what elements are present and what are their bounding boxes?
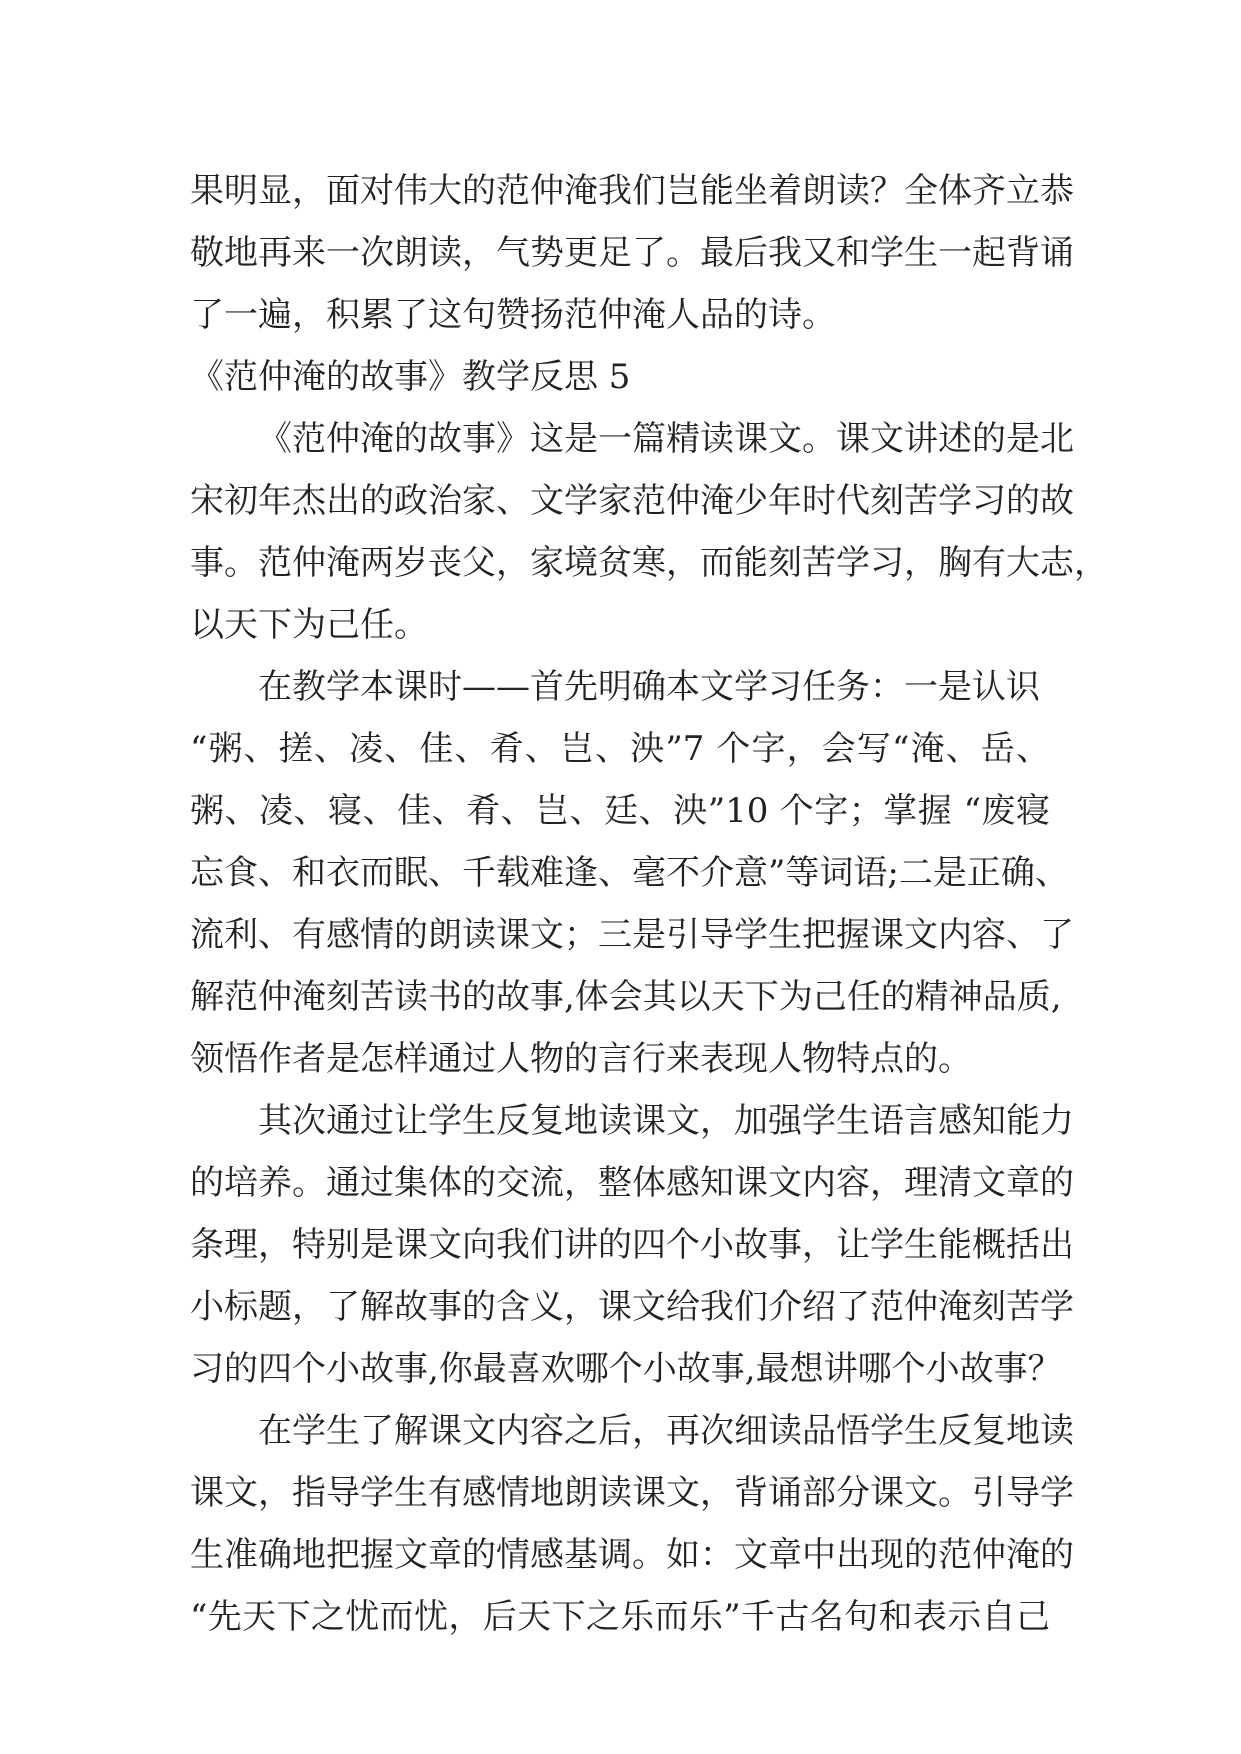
text-line: 的培养。通过集体的交流，整体感知课文内容，理清文章的 — [190, 1163, 1074, 1203]
text-line: 小标题，了解故事的含义，课文给我们介绍了范仲淹刻苦学 — [190, 1287, 1074, 1327]
text-line: 流利、有感情的朗读课文；三是引导学生把握课文内容、了 — [190, 915, 1074, 955]
document-body — [190, 160, 1108, 1648]
text-line: 果明显，面对伟大的范仲淹我们岂能坐着朗读？全体齐立恭 — [190, 171, 1074, 211]
text-line: 了一遍，积累了这句赞扬范仲淹人品的诗。 — [190, 295, 836, 335]
text-line: 生准确地把握文章的情感基调。如：文章中出现的范仲淹的 — [190, 1535, 1074, 1575]
section-heading: 《范仲淹的故事》教学反思 5 — [190, 357, 631, 397]
text-line: “先天下之忧而忧，后天下之乐而乐”千古名句和表示自己 — [190, 1597, 1050, 1637]
text-line: 粥、凌、寝、佳、肴、岂、廷、泱”10 个字；掌握 “废寝 — [190, 791, 1050, 831]
text-line: 忘食、和衣而眠、千载难逢、毫不介意”等词语;二是正确、 — [190, 853, 1069, 893]
text-line: 其次通过让学生反复地读课文，加强学生语言感知能力 — [258, 1101, 1074, 1141]
text-line: 宋初年杰出的政治家、文学家范仲淹少年时代刻苦学习的故 — [190, 481, 1074, 521]
text-line: “粥、搓、凌、佳、肴、岂、泱”7 个字，会写“淹、岳、 — [190, 729, 1050, 769]
text-line: 敬地再来一次朗读，气势更足了。最后我又和学生一起背诵 — [190, 233, 1074, 273]
text-line: 在教学本课时——首先明确本文学习任务：一是认识 — [258, 667, 1040, 707]
text-line: 事。范仲淹两岁丧父，家境贫寒，而能刻苦学习，胸有大志， — [190, 543, 1108, 583]
text-line: 习的四个小故事,你最喜欢哪个小故事,最想讲哪个小故事？ — [190, 1349, 1062, 1389]
text-line: 在学生了解课文内容之后，再次细读品悟学生反复地读 — [258, 1411, 1074, 1451]
text-line: 以天下为己任。 — [190, 605, 428, 645]
text-line: 《范仲淹的故事》这是一篇精读课文。课文讲述的是北 — [258, 419, 1074, 459]
text-line: 解范仲淹刻苦读书的故事,体会其以天下为己任的精神品质, — [190, 977, 1062, 1017]
text-line: 领悟作者是怎样通过人物的言行来表现人物特点的。 — [190, 1039, 972, 1079]
text-line: 条理，特别是课文向我们讲的四个小故事，让学生能概括出 — [190, 1225, 1074, 1265]
text-line: 课文，指导学生有感情地朗读课文，背诵部分课文。引导学 — [190, 1473, 1074, 1513]
